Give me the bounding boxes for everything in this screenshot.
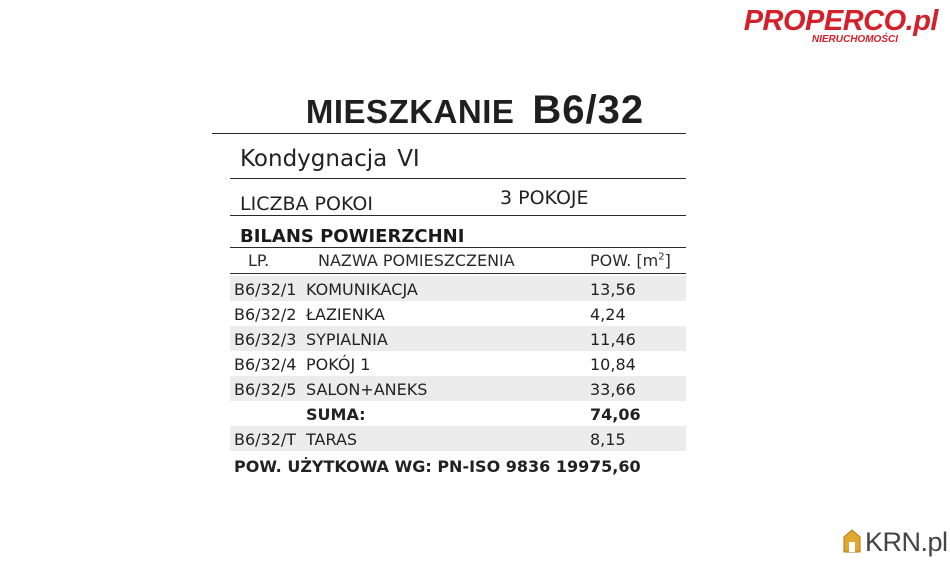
rooms-label: LICZBA POKOI: [240, 193, 373, 215]
sum-value: 74,06: [590, 405, 641, 424]
title-word: MIESZKANIE: [305, 93, 515, 130]
row-area: 10,84: [590, 355, 636, 374]
usable-area-row: [230, 453, 686, 478]
krn-watermark: [842, 527, 948, 558]
row-area: 11,46: [590, 330, 636, 349]
header-area: [590, 251, 671, 270]
sum-row: [230, 401, 686, 426]
row-name: SYPIALNIA: [306, 330, 388, 349]
header-area-close: ]: [664, 251, 671, 270]
table-row: [230, 326, 686, 351]
terrace-name: TARAS: [306, 430, 358, 449]
row-lp: B6/32/2: [234, 305, 297, 324]
divider-rooms: [230, 215, 686, 216]
header-area-sup: 2: [658, 251, 665, 263]
row-lp: B6/32/1: [234, 280, 297, 299]
terrace-area: 8,15: [590, 430, 626, 449]
page-title: [0, 88, 950, 133]
row-name: POKÓJ 1: [306, 355, 371, 374]
section-title: BILANS POWIERZCHNI: [240, 226, 465, 247]
floor-row: [240, 146, 420, 172]
divider-section: [230, 247, 686, 248]
table-row: [230, 351, 686, 376]
floor-value: VI: [397, 146, 420, 172]
divider-floor: [230, 178, 686, 179]
watermark-text: KRN.pl: [865, 527, 948, 557]
table-row: [230, 276, 686, 301]
divider-top: [212, 133, 686, 134]
row-area: 13,56: [590, 280, 636, 299]
table-row: [230, 301, 686, 326]
header-lp: LP.: [248, 251, 270, 270]
logo-text: PROPERCO.pl: [743, 5, 938, 37]
row-lp: B6/32/4: [234, 355, 297, 374]
row-name: KOMUNIKACJA: [306, 280, 418, 299]
usable-value: 75,60: [590, 457, 641, 476]
row-name: ŁAZIENKA: [306, 305, 385, 324]
house-icon: [842, 528, 862, 558]
floor-label: Kondygnacja: [240, 146, 388, 172]
terrace-lp: B6/32/T: [234, 430, 297, 449]
properco-logo: [744, 6, 938, 46]
row-area: 4,24: [590, 305, 626, 324]
sum-label: SUMA:: [306, 405, 366, 424]
row-name: SALON+ANEKS: [306, 380, 428, 399]
divider-header: [230, 273, 686, 274]
row-area: 33,66: [590, 380, 636, 399]
row-lp: B6/32/3: [234, 330, 297, 349]
table-row: [230, 376, 686, 401]
terrace-row: [230, 426, 686, 451]
header-name: NAZWA POMIESZCZENIA: [318, 251, 515, 270]
row-lp: B6/32/5: [234, 380, 297, 399]
rooms-value: 3 POKOJE: [500, 187, 589, 209]
header-area-text: POW. [m: [590, 251, 659, 270]
usable-label: POW. UŻYTKOWA WG: PN-ISO 9836 1997: [234, 457, 601, 476]
logo-subtext: NIERUCHOMOŚCI: [811, 34, 898, 45]
title-code: B6/32: [532, 88, 645, 132]
